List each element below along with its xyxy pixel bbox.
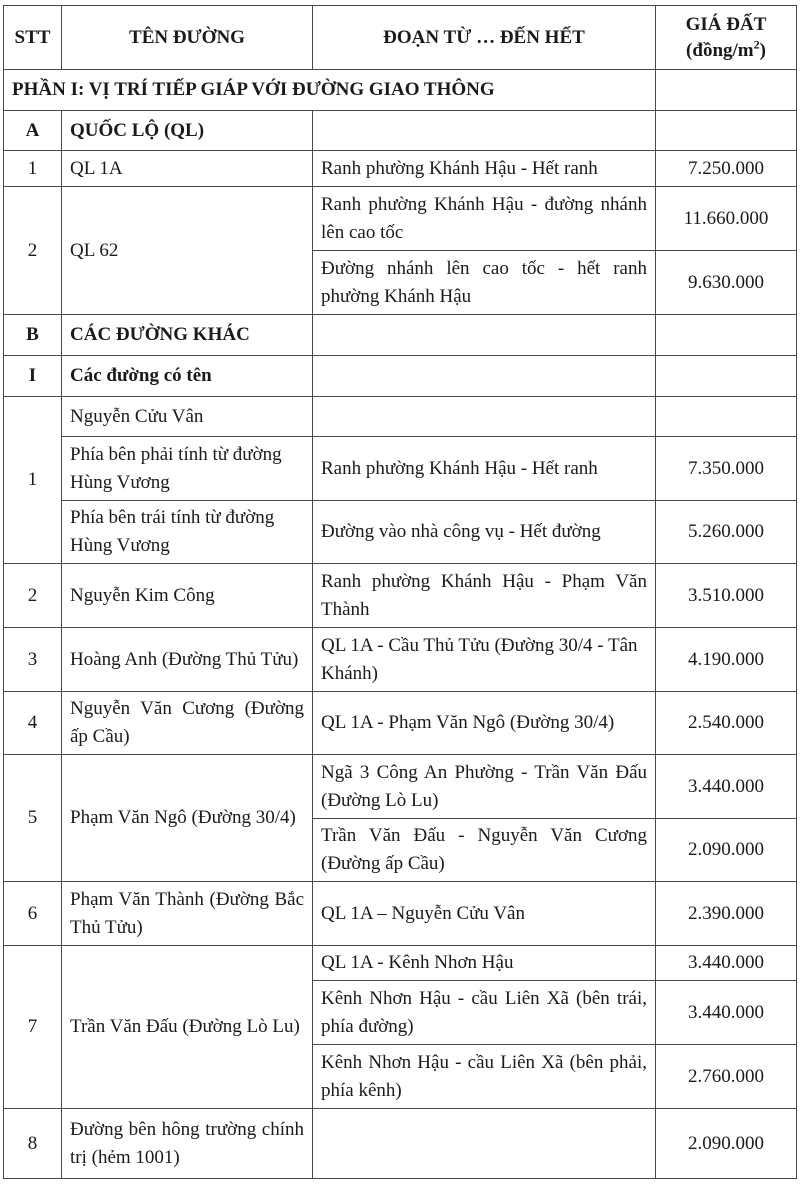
table-row-stt: 3 — [3, 627, 62, 692]
header-street-name: TÊN ĐƯỜNG — [61, 5, 313, 70]
segment-range: QL 1A - Phạm Văn Ngô (Đường 30/4) — [312, 691, 656, 755]
subsection-empty — [312, 355, 656, 397]
street-name: QL 62 — [61, 186, 313, 315]
segment-range: Kênh Nhơn Hậu - cầu Liên Xã (bên phải, phía kênh) — [312, 1044, 656, 1109]
segment-price: 3.440.000 — [655, 945, 797, 981]
segment-price: 3.440.000 — [655, 754, 797, 819]
segment-price: 7.250.000 — [655, 150, 797, 187]
section-a-code: A — [3, 110, 62, 151]
segment-price: 2.090.000 — [655, 1108, 797, 1179]
header-segment: ĐOẠN TỪ … ĐẾN HẾT — [312, 5, 656, 70]
section-b-empty — [312, 314, 656, 356]
table-row-stt: 4 — [3, 691, 62, 755]
header-stt: STT — [3, 5, 62, 70]
street-name: Phạm Văn Thành (Đường Bắc Thủ Tửu) — [61, 881, 313, 946]
segment-range: Ranh phường Khánh Hậu - Hết ranh — [312, 150, 656, 187]
segment-range: Đường vào nhà công vụ - Hết đường — [312, 500, 656, 564]
segment-range: Ranh phường Khánh Hậu - Phạm Văn Thành — [312, 563, 656, 628]
section-b-code: B — [3, 314, 62, 356]
segment-price: 3.440.000 — [655, 980, 797, 1045]
header-price-line1: GIÁ ĐẤT — [685, 13, 767, 35]
segment-price: 11.660.000 — [655, 186, 797, 251]
street-name: Trần Văn Đấu (Đường Lò Lu) — [61, 945, 313, 1109]
table-row-stt: 8 — [3, 1108, 62, 1179]
segment-range: Ranh phường Khánh Hậu - đường nhánh lên cao tốc — [312, 186, 656, 251]
section-a-empty — [312, 110, 656, 151]
street-name: Nguyễn Cửu Vân — [61, 396, 313, 437]
segment-range: Ngã 3 Công An Phường - Trần Văn Đấu (Đường Lò Lu) — [312, 754, 656, 819]
segment-range: Ranh phường Khánh Hậu - Hết ranh — [312, 436, 656, 501]
segment-price: 2.760.000 — [655, 1044, 797, 1109]
section-b-title: CÁC ĐƯỜNG KHÁC — [61, 314, 313, 356]
street-side-name: Phía bên phải tính từ đường Hùng Vương — [61, 436, 313, 501]
segment-price: 2.540.000 — [655, 691, 797, 755]
section-a-price-empty — [655, 110, 797, 151]
segment-range — [312, 1108, 656, 1179]
table-row-stt: 5 — [3, 754, 62, 882]
street-name: Phạm Văn Ngô (Đường 30/4) — [61, 754, 313, 882]
table-row-stt: 2 — [3, 563, 62, 628]
street-name: Nguyễn Kim Công — [61, 563, 313, 628]
segment-price: 3.510.000 — [655, 563, 797, 628]
segment-price: 2.090.000 — [655, 818, 797, 882]
subsection-code: I — [3, 355, 62, 397]
street-name: Nguyễn Văn Cương (Đường ấp Cầu) — [61, 691, 313, 755]
table-row-stt: 6 — [3, 881, 62, 946]
segment-range: QL 1A - Kênh Nhơn Hậu — [312, 945, 656, 981]
subsection-price-empty — [655, 355, 797, 397]
segment-range: QL 1A - Cầu Thủ Tửu (Đường 30/4 - Tân Khánh) — [312, 627, 656, 692]
section-b-price-empty — [655, 314, 797, 356]
table-row-stt: 2 — [3, 186, 62, 315]
segment-range: Trần Văn Đấu - Nguyễn Văn Cương (Đường ấp Cầu) — [312, 818, 656, 882]
street-name: QL 1A — [61, 150, 313, 187]
table-row-stt: 1 — [3, 150, 62, 187]
header-price — [655, 5, 797, 70]
segment-price: 7.350.000 — [655, 436, 797, 501]
table-row-stt: 1 — [3, 396, 62, 564]
segment-price: 9.630.000 — [655, 250, 797, 315]
segment-range-empty — [312, 396, 656, 437]
street-name: Hoàng Anh (Đường Thủ Tửu) — [61, 627, 313, 692]
segment-price: 5.260.000 — [655, 500, 797, 564]
segment-price-empty — [655, 396, 797, 437]
table-row-stt: 7 — [3, 945, 62, 1109]
section-a-title: QUỐC LỘ (QL) — [61, 110, 313, 151]
segment-price: 4.190.000 — [655, 627, 797, 692]
subsection-title: Các đường có tên — [61, 355, 313, 397]
street-name: Đường bên hông trường chính trị (hẻm 1001) — [61, 1108, 313, 1179]
part-title: PHẦN I: VỊ TRÍ TIẾP GIÁP VỚI ĐƯỜNG GIAO THÔNG — [3, 69, 656, 111]
header-price-unit: $(đồng/m^2)$ — [686, 37, 766, 61]
segment-range: Kênh Nhơn Hậu - cầu Liên Xã (bên trái, phía đường) — [312, 980, 656, 1045]
segment-range: QL 1A – Nguyễn Cửu Vân — [312, 881, 656, 946]
segment-range: Đường nhánh lên cao tốc - hết ranh phường Khánh Hậu — [312, 250, 656, 315]
part-price-empty — [655, 69, 797, 111]
segment-price: 2.390.000 — [655, 881, 797, 946]
street-side-name: Phía bên trái tính từ đường Hùng Vương — [61, 500, 313, 564]
